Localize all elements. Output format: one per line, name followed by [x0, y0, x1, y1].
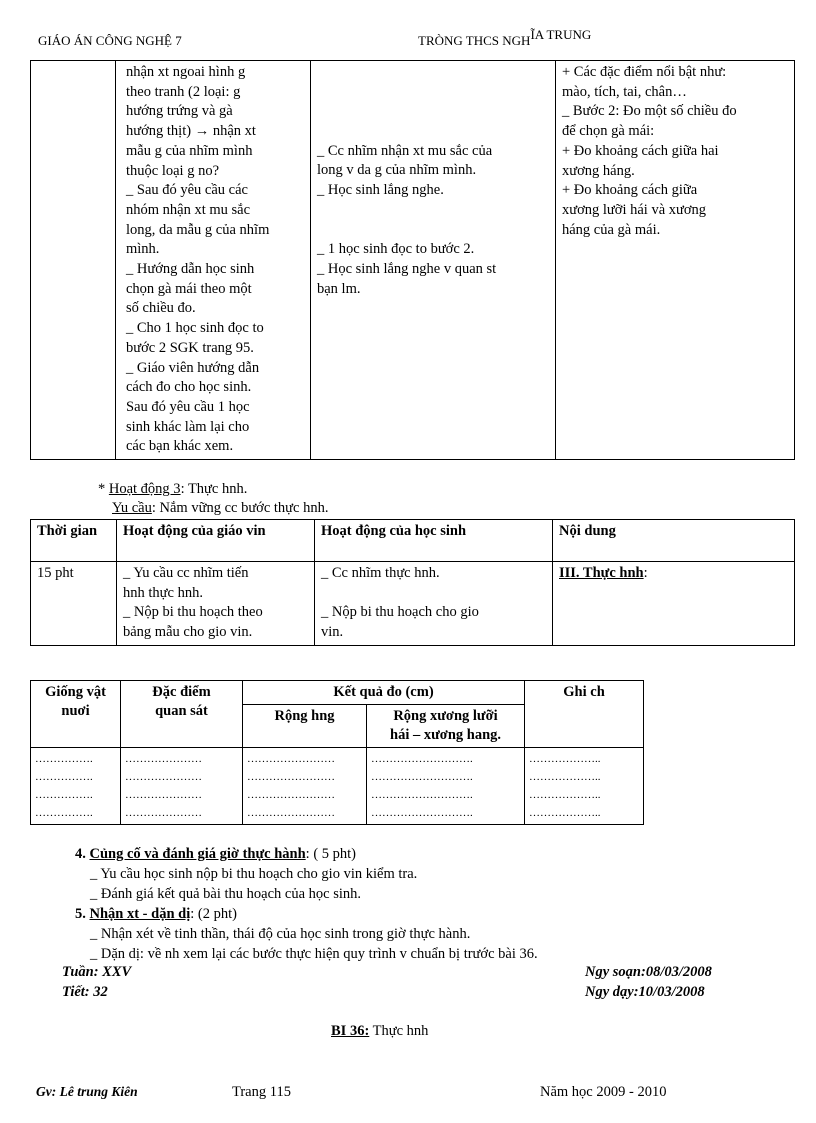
dot-leader: ………………..	[529, 807, 601, 819]
section-5-number: 5.	[75, 906, 90, 922]
requirement-label: Yu cầu	[112, 500, 152, 516]
student-line: _ Cc nhĩm nhận xt mu sắc của	[317, 142, 493, 159]
dot-leader: …………………	[125, 771, 202, 783]
student-line: bạn lm.	[317, 280, 361, 297]
section-5-title: Nhận xt - dặn dị	[89, 906, 191, 922]
teacher-line: _ Nộp bi thu hoạch theo	[123, 604, 263, 621]
section-4-heading	[75, 844, 356, 864]
student-line: vin.	[321, 624, 344, 641]
teacher-line: Sau đó yêu cầu 1 học	[126, 398, 250, 415]
section-4-line: _ Đánh giá kết quả bài thu hoạch của học sinh.	[90, 886, 361, 902]
student-line: _ Học sinh lắng nghe v quan st	[317, 260, 497, 277]
header-feature-line: quan sát	[155, 703, 208, 719]
footer-school-year: Năm học 2009 - 2010	[540, 1084, 667, 1100]
teacher-line: các bạn khác xem.	[126, 438, 234, 455]
teacher-line: nhóm nhận xt mu sắc	[126, 201, 251, 218]
content-cell	[553, 562, 795, 646]
header-school-super: ĨA TRUNG	[530, 27, 592, 42]
header-time: Thời gian	[31, 520, 117, 562]
dot-leader: ……………………	[247, 771, 335, 783]
teacher-activity-cell	[116, 61, 311, 460]
header-breed	[31, 681, 121, 748]
teacher-activity-cell	[117, 562, 315, 646]
lesson-label: BI 36:	[331, 1023, 370, 1039]
teacher-line: hnh thực hnh.	[123, 584, 203, 601]
lesson-activity-table-continued	[30, 60, 795, 460]
header-student-activity: Hoạt động của học sinh	[315, 520, 553, 562]
dot-leader: …………….	[35, 753, 93, 765]
measurement-results-table	[30, 680, 644, 825]
breed-dots-cell	[31, 748, 121, 825]
section-5-line: _ Nhận xét về tinh thần, thái độ của học sinh trong giờ thực hành.	[90, 926, 471, 942]
header-breed-line: Giống vật	[45, 684, 106, 700]
header-feature-line: Đặc điểm	[152, 684, 211, 700]
student-line: _ Học sinh lắng nghe.	[317, 182, 444, 199]
section-5-line: _ Dặn dị: về nh xem lại các bước thực hiện quy trình v chuẩn bị trước bài 36.	[90, 946, 538, 962]
content-line: + Các đặc điểm nổi bật như:	[562, 64, 727, 80]
header-school	[418, 27, 592, 49]
content-line: để chọn gà mái:	[562, 123, 655, 140]
teacher-line: theo tranh (2 loại: g	[126, 83, 241, 100]
dot-leader: …………….	[35, 771, 93, 783]
teacher-line: hướng thịt) → nhận xt	[126, 123, 256, 140]
header-keel-line: Rộng xương lưỡi	[393, 708, 498, 724]
content-line: háng của gà mái.	[562, 221, 661, 238]
content-section-colon: :	[643, 565, 648, 581]
header-note: Ghi ch	[525, 681, 644, 748]
section-4-line: _ Yu cầu học sinh nộp bi thu hoạch cho gio vin kiểm tra.	[90, 866, 418, 882]
period-label: Tiết: 32	[62, 984, 108, 1000]
header-result: Kết quả đo (cm)	[243, 681, 525, 705]
student-line: _ Cc nhĩm thực hnh.	[321, 565, 440, 581]
dot-leader: ………………..	[529, 753, 601, 765]
dot-leader: …………….	[35, 807, 93, 819]
teacher-line: nhận xt ngoai hình g	[126, 64, 246, 80]
teacher-line: mình.	[126, 241, 160, 258]
section-4-title: Củng cố và đánh giá giờ thực hành	[89, 846, 306, 862]
activity-3-requirement	[112, 500, 328, 517]
header-keel-line: hái – xương hang.	[390, 727, 502, 743]
dot-leader: ………………..	[529, 789, 601, 801]
footer-page: Trang 115	[232, 1084, 291, 1100]
week-label: Tuần: XXV	[62, 964, 132, 980]
content-section-label: III. Thực hnh	[559, 565, 644, 581]
teacher-line: _ Hướng dẫn học sinh	[126, 261, 255, 278]
dot-leader: ……………………	[247, 807, 335, 819]
activity-3-label: Hoạt động 3	[108, 481, 181, 497]
time-cell: 15 pht	[31, 562, 117, 646]
footer-teacher: Gv: Lê trung Kiên	[36, 1084, 138, 1099]
activity-3-heading	[98, 481, 247, 498]
teacher-line: sinh khác làm lại cho	[126, 418, 250, 435]
teacher-line: _ Yu cầu cc nhĩm tiến	[123, 565, 249, 581]
dot-leader: ……………………….	[371, 753, 473, 765]
note-dots-cell	[525, 748, 644, 825]
activity-3-star: *	[98, 481, 109, 497]
dot-leader: …………………	[125, 807, 202, 819]
header-school-name: TRÒNG THCS NGH	[418, 33, 531, 48]
section-4-duration: : ( 5 pht)	[305, 846, 357, 862]
teacher-line: chọn gà mái theo một	[126, 280, 252, 297]
student-activity-cell	[311, 61, 556, 460]
teacher-line: bước 2 SGK trang 95.	[126, 339, 254, 356]
requirement-text: : Nắm vững cc bước thực hnh.	[151, 500, 329, 516]
dot-leader: …………………	[125, 789, 202, 801]
teacher-line: _ Sau đó yêu cầu các	[126, 182, 248, 199]
keel-dots-cell	[367, 748, 525, 825]
lesson-title	[331, 1023, 428, 1040]
teacher-line: mẫu g của nhĩm mình	[126, 142, 253, 159]
content-line: + Đo khoảng cách giữa	[562, 182, 698, 199]
dot-leader: …………….	[35, 789, 93, 801]
dot-leader: ……………………	[247, 789, 335, 801]
dot-leader: ……………………	[247, 753, 335, 765]
dot-leader: ………………..	[529, 771, 601, 783]
section-4-number: 4.	[75, 846, 90, 862]
header-feature	[121, 681, 243, 748]
header-teacher-activity: Hoạt động của giáo vin	[117, 520, 315, 562]
activity-3-title: : Thực hnh.	[180, 481, 248, 497]
dot-leader: ……………………….	[371, 807, 473, 819]
teach-date: Ngy dạy:10/03/2008	[585, 984, 705, 1000]
content-cell	[556, 61, 795, 460]
content-line: _ Bước 2: Đo một số chiều đo	[562, 103, 737, 120]
teacher-line: hướng trứng và gà	[126, 103, 233, 120]
header-keel-width	[367, 705, 525, 748]
teacher-line: _ Cho 1 học sinh đọc to	[126, 320, 264, 337]
dot-leader: ……………………….	[371, 771, 473, 783]
header-content: Nội dung	[553, 520, 795, 562]
teacher-line: cách đo cho học sinh.	[126, 379, 252, 396]
teacher-line: thuộc loại g no?	[126, 162, 220, 179]
student-line: _ Nộp bi thu hoạch cho gio	[321, 604, 479, 621]
hip-dots-cell	[243, 748, 367, 825]
header-breed-line: nuơi	[61, 703, 90, 719]
teacher-line: long, da mẫu g của nhĩm	[126, 221, 270, 238]
student-line: _ 1 học sinh đọc to bước 2.	[317, 241, 475, 258]
prep-date: Ngy soạn:08/03/2008	[585, 964, 712, 980]
dot-leader: ……………………….	[371, 789, 473, 801]
header-hip-width: Rộng hng	[243, 705, 367, 748]
content-line: xương lưỡi hái và xương	[562, 201, 707, 218]
lesson-name: Thực hnh	[369, 1023, 429, 1039]
activity-3-table	[30, 519, 795, 646]
content-line: xương háng.	[562, 162, 635, 179]
content-line: mào, tích, tai, chân…	[562, 83, 687, 100]
header-title: GIÁO ÁN CÔNG NGHỆ 7	[38, 33, 182, 48]
feature-dots-cell	[121, 748, 243, 825]
teacher-line: _ Giáo viên hướng dẫn	[126, 359, 260, 376]
section-5-duration: : (2 pht)	[190, 906, 237, 922]
time-cell	[31, 61, 116, 460]
teacher-line: số chiều đo.	[126, 300, 196, 317]
student-activity-cell	[315, 562, 553, 646]
teacher-line: bảng mẫu cho gio vin.	[123, 624, 253, 641]
section-5-heading	[75, 904, 237, 924]
content-line: + Đo khoảng cách giữa hai	[562, 142, 719, 159]
dot-leader: …………………	[125, 753, 202, 765]
student-line: long v da g của nhĩm mình.	[317, 162, 477, 179]
